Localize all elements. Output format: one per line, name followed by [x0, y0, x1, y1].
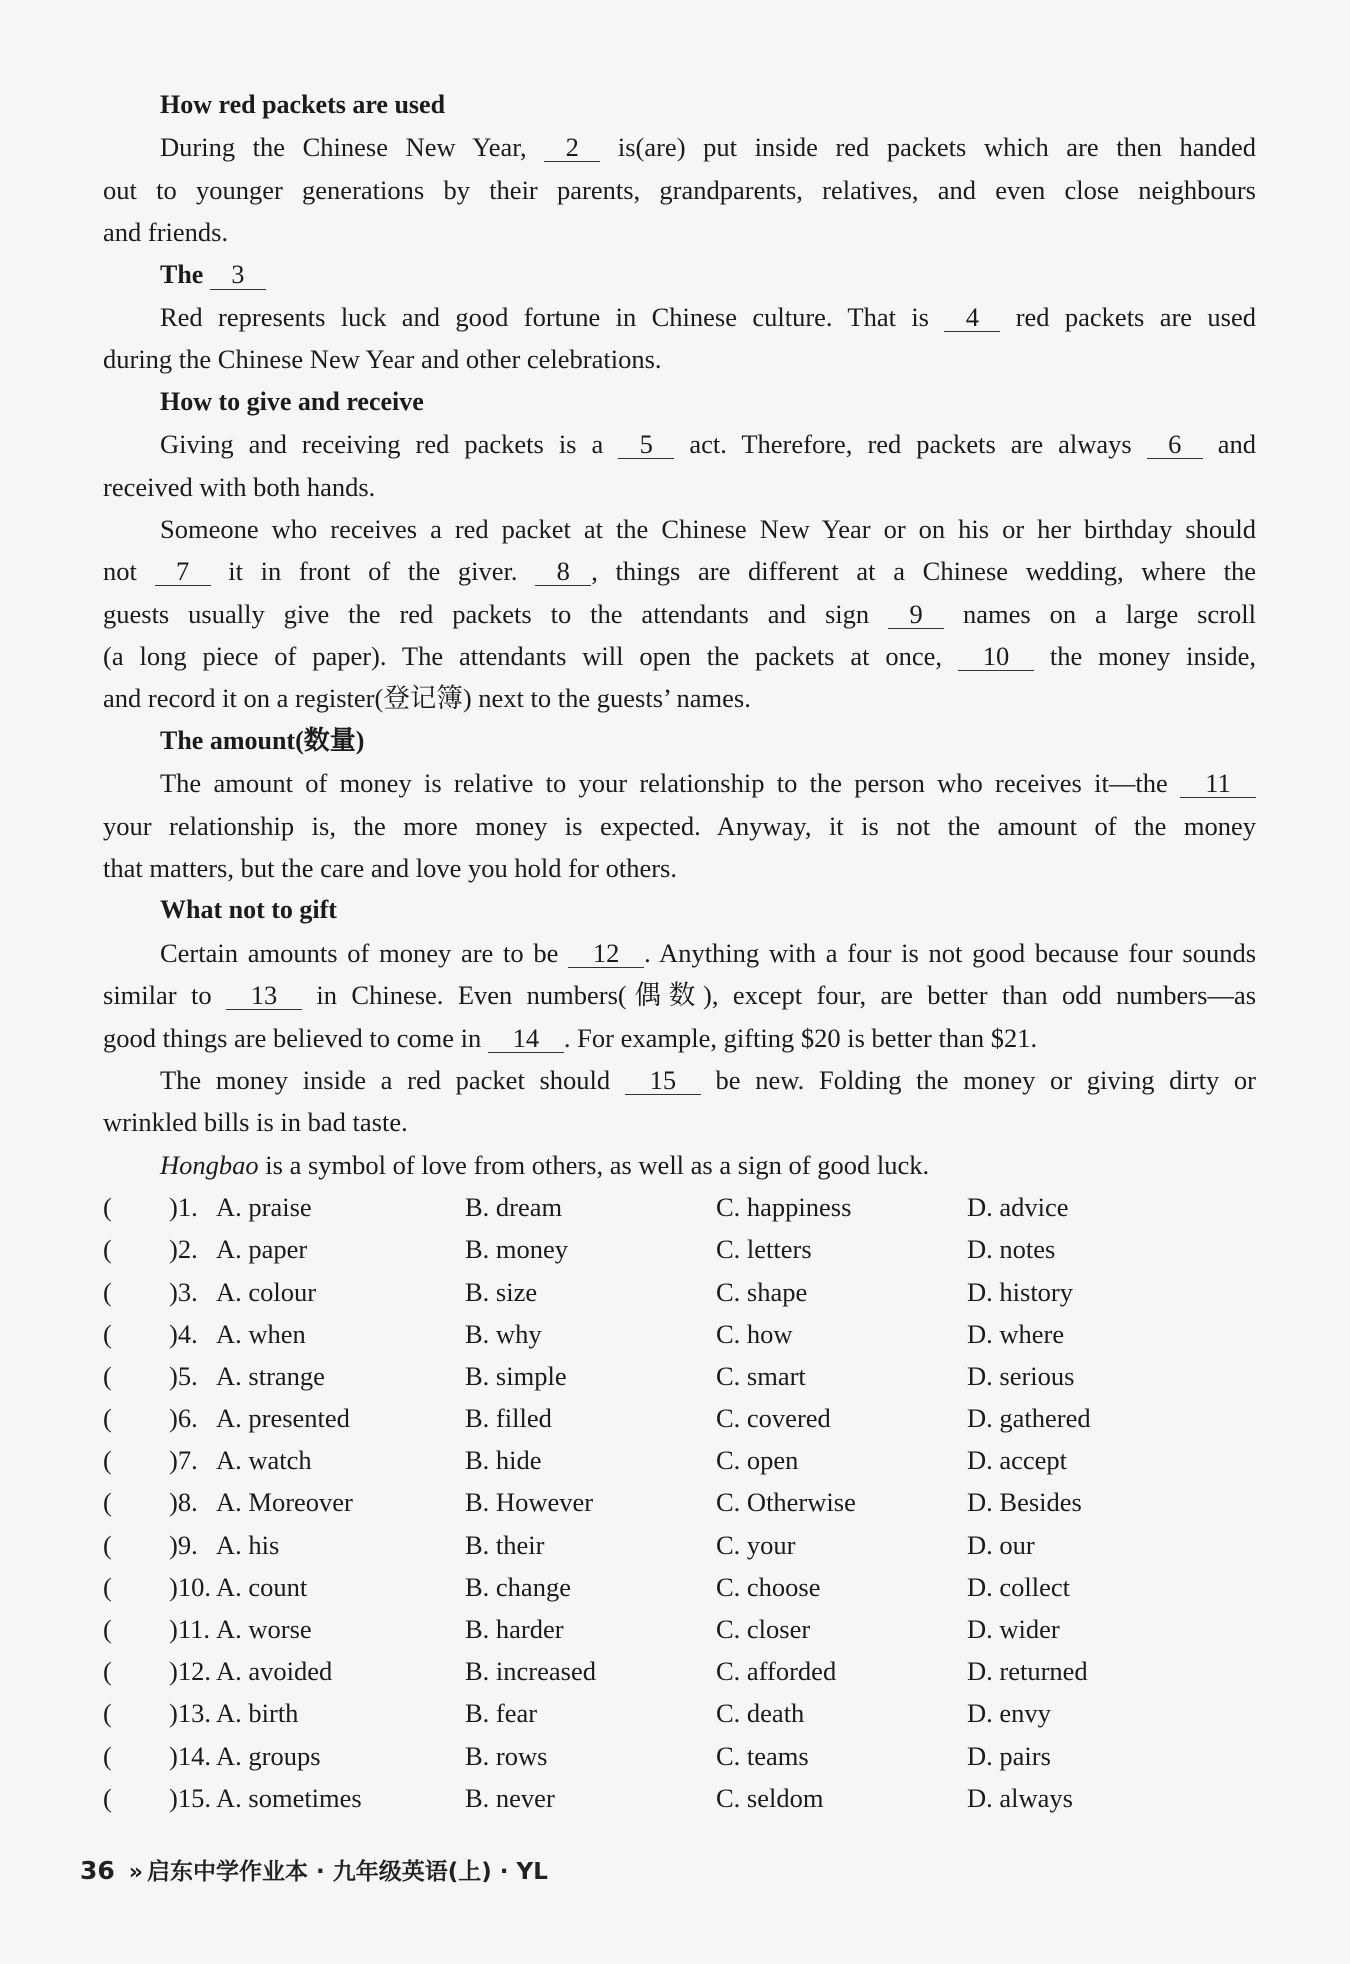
passage-text: , things are different at a Chinese wedding, where the [591, 556, 1257, 587]
option-b[interactable]: B. their [465, 1529, 545, 1560]
option-b[interactable]: B. money [465, 1234, 569, 1265]
option-b[interactable]: B. rows [465, 1740, 548, 1771]
heading-text: The [160, 259, 204, 289]
option-a[interactable]: A. sometimes [216, 1782, 362, 1813]
option-a[interactable]: A. his [216, 1529, 280, 1560]
option-c[interactable]: C. smart [716, 1360, 806, 1391]
question-number: )5. [169, 1360, 198, 1391]
option-row [103, 1777, 1256, 1819]
blank-9[interactable]: 9 [888, 600, 944, 629]
option-a[interactable]: A. groups [216, 1740, 321, 1771]
option-row [103, 1481, 1256, 1523]
option-c[interactable]: C. happiness [716, 1192, 852, 1223]
option-d[interactable]: D. advice [967, 1192, 1069, 1223]
option-b[interactable]: B. never [465, 1782, 555, 1813]
blank-5[interactable]: 5 [618, 430, 674, 459]
question-number: )9. [169, 1529, 198, 1560]
option-a[interactable]: A. worse [216, 1614, 312, 1645]
answer-paren[interactable]: ( [103, 1698, 112, 1729]
passage-text: the money inside, [1049, 641, 1257, 672]
book-title: 启东中学作业本 · 九年级英语(上) · YL [147, 1859, 548, 1885]
option-d[interactable]: D. history [967, 1276, 1073, 1307]
option-c[interactable]: C. Otherwise [716, 1487, 856, 1518]
heading-how-used: How red packets are used [160, 90, 446, 119]
option-c[interactable]: C. your [716, 1529, 796, 1560]
passage-text: Red represents luck and good fortune in Chinese culture. That is [160, 301, 929, 332]
passage-line [103, 805, 1256, 847]
answer-paren[interactable]: ( [103, 1782, 112, 1813]
passage-text: and record it on a register(登记簿) next to the guests’ names. [103, 683, 751, 714]
passage-text: that matters, but the care and love you hold for others. [103, 853, 677, 884]
passage-text: be new. Folding the money or giving dirty or [715, 1064, 1256, 1095]
blank-12[interactable]: 12 [568, 939, 644, 968]
question-number: )4. [169, 1318, 198, 1349]
option-c[interactable]: C. death [716, 1698, 805, 1729]
blank-15[interactable]: 15 [625, 1066, 701, 1095]
passage-text: The amount of money is relative to your relationship to the person who receives it—the [160, 768, 1168, 799]
option-a[interactable]: A. strange [216, 1360, 325, 1391]
option-row [103, 1650, 1256, 1692]
option-row [103, 1355, 1256, 1397]
passage-text: During the Chinese New Year, [160, 132, 527, 163]
option-row [103, 1735, 1256, 1777]
option-c[interactable]: C. choose [716, 1571, 821, 1602]
option-a[interactable]: A. birth [216, 1698, 299, 1729]
option-d[interactable]: D. serious [967, 1360, 1075, 1391]
option-b[interactable]: B. increased [465, 1656, 596, 1687]
option-row [103, 1608, 1256, 1650]
passage-text: good things are believed to come in [103, 1022, 482, 1053]
answer-paren[interactable]: ( [103, 1276, 112, 1307]
option-d[interactable]: D. our [967, 1529, 1035, 1560]
passage-line [103, 550, 1256, 592]
option-b[interactable]: B. fear [465, 1698, 538, 1729]
passage-line [103, 296, 1256, 338]
passage-line [103, 126, 1256, 168]
option-row [103, 1228, 1256, 1270]
blank-2[interactable]: 2 [544, 133, 600, 162]
option-row [103, 1524, 1256, 1566]
option-row [103, 1566, 1256, 1608]
answer-paren[interactable]: ( [103, 1614, 112, 1645]
answer-paren[interactable]: ( [103, 1360, 112, 1391]
blank-7[interactable]: 7 [155, 557, 211, 586]
option-c[interactable]: C. teams [716, 1740, 809, 1771]
option-d[interactable]: D. notes [967, 1234, 1056, 1265]
option-d[interactable]: D. pairs [967, 1740, 1051, 1771]
answer-paren[interactable]: ( [103, 1403, 112, 1434]
passage-line [103, 211, 1256, 253]
option-a[interactable]: A. praise [216, 1192, 312, 1223]
passage-line [103, 593, 1256, 635]
option-row [103, 1271, 1256, 1313]
option-d[interactable]: D. Besides [967, 1487, 1082, 1518]
option-d[interactable]: D. returned [967, 1656, 1088, 1687]
question-number: )13. [169, 1698, 211, 1729]
question-number: )15. [169, 1782, 211, 1813]
passage-line [103, 847, 1256, 889]
passage-text: The money inside a red packet should [160, 1064, 611, 1095]
passage-text-italic: Hongbao [160, 1149, 259, 1180]
option-b[interactable]: B. hide [465, 1445, 542, 1476]
passage-line [103, 466, 1256, 508]
passage-text: . Anything with a four is not good because four sounds [644, 937, 1257, 968]
option-a[interactable]: A. colour [216, 1276, 317, 1307]
option-c[interactable]: C. afforded [716, 1656, 837, 1687]
option-c[interactable]: C. open [716, 1445, 799, 1476]
page-number: 36 [80, 1856, 115, 1885]
passage-text: and friends. [103, 217, 229, 248]
passage-line [103, 1101, 1256, 1143]
passage-line [103, 1059, 1256, 1101]
answer-paren[interactable]: ( [103, 1571, 112, 1602]
blank-8[interactable]: 8 [535, 557, 591, 586]
passage-text: is a symbol of love from others, as well as a sign of good luck. [265, 1149, 930, 1180]
question-number: )12. [169, 1656, 211, 1687]
option-c[interactable]: C. seldom [716, 1782, 824, 1813]
passage-text: Giving and receiving red packets is a [160, 429, 604, 460]
answer-paren[interactable]: ( [103, 1318, 112, 1349]
option-d[interactable]: D. collect [967, 1571, 1071, 1602]
option-d[interactable]: D. where [967, 1318, 1065, 1349]
option-a[interactable]: A. presented [216, 1403, 350, 1434]
answer-paren[interactable]: ( [103, 1445, 112, 1476]
blank-3[interactable]: 3 [210, 261, 266, 290]
passage-text: during the Chinese New Year and other celebrations. [103, 344, 662, 375]
answer-paren[interactable]: ( [103, 1656, 112, 1687]
option-row [103, 1692, 1256, 1734]
option-a[interactable]: A. watch [216, 1445, 312, 1476]
option-d[interactable]: D. wider [967, 1614, 1060, 1645]
option-a[interactable]: A. when [216, 1318, 306, 1349]
passage-line [103, 974, 1256, 1016]
blank-10[interactable]: 10 [958, 642, 1034, 671]
heading-amount: The amount(数量) [160, 725, 365, 755]
passage-line [103, 508, 1256, 550]
option-b[interactable]: B. change [465, 1571, 571, 1602]
option-b[interactable]: B. simple [465, 1360, 567, 1391]
question-number: )2. [169, 1234, 198, 1265]
heading-the [103, 254, 1256, 296]
passage-text: guests usually give the red packets to the attendants and sign [103, 598, 870, 629]
question-number: )14. [169, 1740, 211, 1771]
blank-4[interactable]: 4 [944, 303, 1000, 332]
passage-text: not [103, 556, 137, 587]
question-number: )10. [169, 1571, 211, 1602]
blank-14[interactable]: 14 [488, 1024, 564, 1053]
option-b[interactable]: B. harder [465, 1614, 564, 1645]
question-number: )7. [169, 1445, 198, 1476]
question-number: )8. [169, 1487, 198, 1518]
passage-line [103, 338, 1256, 380]
passage-text: it in front of the giver. [228, 556, 518, 587]
question-number: )3. [169, 1276, 198, 1307]
option-b[interactable]: B. size [465, 1276, 538, 1307]
option-row [103, 1397, 1256, 1439]
passage-line [103, 423, 1256, 465]
passage-text: red packets are used [1015, 301, 1256, 332]
option-d[interactable]: D. gathered [967, 1403, 1091, 1434]
option-a[interactable]: A. paper [216, 1234, 308, 1265]
answer-paren[interactable]: ( [103, 1487, 112, 1518]
blank-13[interactable]: 13 [226, 981, 302, 1010]
option-c[interactable]: C. closer [716, 1614, 811, 1645]
question-number: )1. [169, 1192, 198, 1223]
passage-text: received with both hands. [103, 471, 376, 502]
passage-text: in Chinese. Even numbers(偶数), except four, are better than odd numbers—as [316, 980, 1257, 1011]
option-b[interactable]: B. filled [465, 1403, 552, 1434]
passage-line [103, 677, 1256, 719]
passage-text: out to younger generations by their parents, grandparents, relatives, and even close neighbours [103, 174, 1256, 205]
passage-text: Certain amounts of money are to be [160, 937, 559, 968]
option-c[interactable]: C. letters [716, 1234, 812, 1265]
answer-paren[interactable]: ( [103, 1740, 112, 1771]
page-footer [80, 1853, 548, 1887]
heading-not-gift: What not to gift [160, 895, 337, 925]
blank-11[interactable]: 11 [1180, 769, 1256, 798]
passage-line [103, 169, 1256, 211]
option-row [103, 1313, 1256, 1355]
passage-text: Someone who receives a red packet at the Chinese New Year or on his or her birthday should [160, 513, 1256, 544]
passage-line [103, 635, 1256, 677]
passage-text: names on a large scroll [963, 598, 1256, 629]
heading-give-receive: How to give and receive [160, 386, 424, 416]
option-row [103, 1439, 1256, 1481]
passage-text: . For example, gifting $20 is better than $21. [563, 1022, 1038, 1053]
option-c[interactable]: C. how [716, 1318, 793, 1349]
option-a[interactable]: A. avoided [216, 1656, 333, 1687]
passage-text: wrinkled bills is in bad taste. [103, 1107, 408, 1138]
passage-line [103, 932, 1256, 974]
passage-text: your relationship is, the more money is expected. Anyway, it is not the amount of the money [103, 810, 1256, 841]
option-c[interactable]: C. covered [716, 1403, 831, 1434]
passage-text: (a long piece of paper). The attendants will open the packets at once, [103, 641, 943, 672]
option-d[interactable]: D. always [967, 1782, 1073, 1813]
passage [103, 84, 1256, 1819]
passage-text: similar to [103, 980, 212, 1011]
passage-line [103, 1144, 1256, 1186]
blank-6[interactable]: 6 [1147, 430, 1203, 459]
option-c[interactable]: C. shape [716, 1276, 808, 1307]
answer-paren[interactable]: ( [103, 1192, 112, 1223]
option-a[interactable]: A. Moreover [216, 1487, 353, 1518]
passage-text: and [1217, 429, 1257, 460]
answer-paren[interactable]: ( [103, 1529, 112, 1560]
option-a[interactable]: A. count [216, 1571, 308, 1602]
option-d[interactable]: D. accept [967, 1445, 1068, 1476]
passage-text: is(are) put inside red packets which are then handed [617, 132, 1256, 163]
option-b[interactable]: B. dream [465, 1192, 563, 1223]
double-chevron-icon: » [128, 1860, 140, 1885]
options-list [103, 1186, 1256, 1819]
passage-text: act. Therefore, red packets are always [689, 429, 1132, 460]
passage-line [103, 762, 1256, 804]
option-row [103, 1186, 1256, 1228]
option-b[interactable]: B. why [465, 1318, 542, 1349]
option-b[interactable]: B. However [465, 1487, 594, 1518]
answer-paren[interactable]: ( [103, 1234, 112, 1265]
passage-line [103, 1017, 1256, 1059]
option-d[interactable]: D. envy [967, 1698, 1051, 1729]
question-number: )11. [169, 1614, 210, 1645]
question-number: )6. [169, 1403, 198, 1434]
